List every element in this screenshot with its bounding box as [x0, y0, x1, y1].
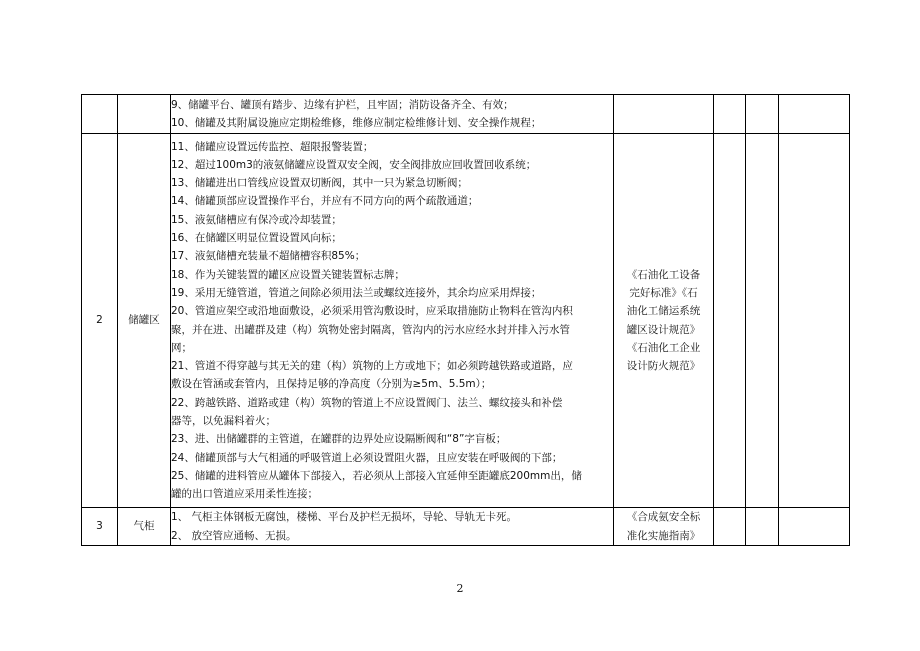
- requirement-line: 17、液氨储槽充装量不超储槽容积85%；: [171, 250, 366, 263]
- requirement-line: 2、 放空管应通畅、无损。: [171, 529, 297, 542]
- empty-cell: [779, 508, 850, 546]
- basis-cell: [614, 134, 714, 508]
- basis-line: 《石油化工企业: [626, 341, 701, 354]
- requirement-line: 19、采用无缝管道，管道之间除必须用法兰或螺纹连接外，其余均应采用焊接；: [171, 286, 542, 299]
- empty-cell: [714, 134, 746, 508]
- requirement-line: 罐的出口管道应采用柔性连接；: [171, 488, 318, 501]
- empty-cell: [714, 508, 746, 546]
- basis-line: 准化实施指南》: [626, 529, 701, 542]
- basis-cell: [614, 95, 714, 134]
- requirement-line: 16、在储罐区明显位置设置风向标；: [171, 232, 342, 245]
- requirement-line: 9、储罐平台、罐顶有踏步、边缘有护栏，且牢固；消防设备齐全、有效；: [171, 98, 514, 111]
- table-row: [82, 134, 850, 508]
- basis-cell: [614, 508, 714, 546]
- requirement-line: 1、 气柜主体钢板无腐蚀，楼梯、平台及护栏无损坏，导轮、导轨无卡死。: [171, 511, 518, 524]
- empty-cell: [779, 134, 850, 508]
- empty-cell: [746, 95, 779, 134]
- empty-cell: [714, 95, 746, 134]
- requirement-line: 15、液氨储槽应有保冷或冷却装置；: [171, 213, 342, 226]
- basis-line: 罐区设计规范》: [626, 323, 701, 336]
- basis-line: 《石油化工设备: [626, 268, 701, 281]
- basis-line: 设计防火规范》: [626, 360, 701, 373]
- table-row: [82, 95, 850, 134]
- requirement-line: 10、储罐及其附属设施应定期检维修，维修应制定检维修计划、安全操作规程；: [171, 117, 542, 129]
- requirement-line: 器等，以免漏料着火；: [171, 414, 276, 427]
- basis-line: 完好标准》《石: [629, 286, 698, 299]
- requirement-line: 13、储罐进出口管线应设置双切断阀，其中一只为紧急切断阀；: [171, 177, 468, 190]
- requirement-line: 20、管道应架空或沿地面敷设，必须采用管沟敷设时，应采取措施防止物料在管沟内积: [171, 305, 573, 318]
- row-number: 2: [82, 134, 118, 508]
- row-number: 3: [82, 508, 118, 546]
- requirement-line: 25、储罐的进料管应从罐体下部接入，若必须从上部接入宜延伸至距罐底200mm出，储: [171, 469, 582, 482]
- area-name: [118, 95, 171, 134]
- requirement-line: 敷设在管涵或套管内，且保持足够的净高度（分别为≥5m、5.5m）；: [171, 378, 492, 391]
- empty-cell: [779, 95, 850, 134]
- requirement-line: 24、储罐顶部与大气相通的呼吸管道上必须设置阻火器，且应安装在呼吸阀的下部；: [171, 451, 563, 464]
- requirements-cell: [171, 95, 614, 134]
- empty-cell: [746, 134, 779, 508]
- requirement-line: 聚，并在进、出罐群及建（构）筑物处密封隔离，管沟内的污水应经水封并排入污水管: [171, 323, 570, 336]
- requirement-line: 网；: [171, 341, 192, 354]
- page-number: 2: [456, 582, 464, 595]
- requirement-line: 21、管道不得穿越与其无关的建（构）筑物的上方或地下；如必须跨越铁路或道路，应: [171, 360, 573, 373]
- basis-line: 油化工储运系统: [626, 305, 701, 318]
- requirement-line: 12、超过100m3的液氨储罐应设置双安全阀，安全阀排放应回收置回收系统；: [171, 158, 537, 171]
- requirements-cell: [171, 134, 614, 508]
- basis-line: 《合成氨安全标: [626, 511, 701, 524]
- requirement-line: 22、跨越铁路、道路或建（构）筑物的管道上不应设置阀门、法兰、螺纹接头和补偿: [171, 396, 563, 409]
- requirement-line: 11、储罐应设置远传监控、超限报警装置；: [171, 140, 374, 153]
- requirements-cell: [171, 508, 614, 546]
- empty-cell: [746, 508, 779, 546]
- requirement-line: 23、进、出储罐群的主管道，在罐群的边界处应设隔断阀和“8”字盲板；: [171, 433, 507, 446]
- area-name: 气柜: [118, 508, 171, 546]
- requirement-line: 18、作为关键装置的罐区应设置关键装置标志牌；: [171, 268, 405, 281]
- inspection-table: [81, 94, 850, 546]
- requirement-line: 14、储罐顶部应设置操作平台，并应有不同方向的两个疏散通道；: [171, 195, 479, 208]
- row-number: [82, 95, 118, 134]
- area-name: 储罐区: [118, 134, 171, 508]
- table-row: [82, 508, 850, 546]
